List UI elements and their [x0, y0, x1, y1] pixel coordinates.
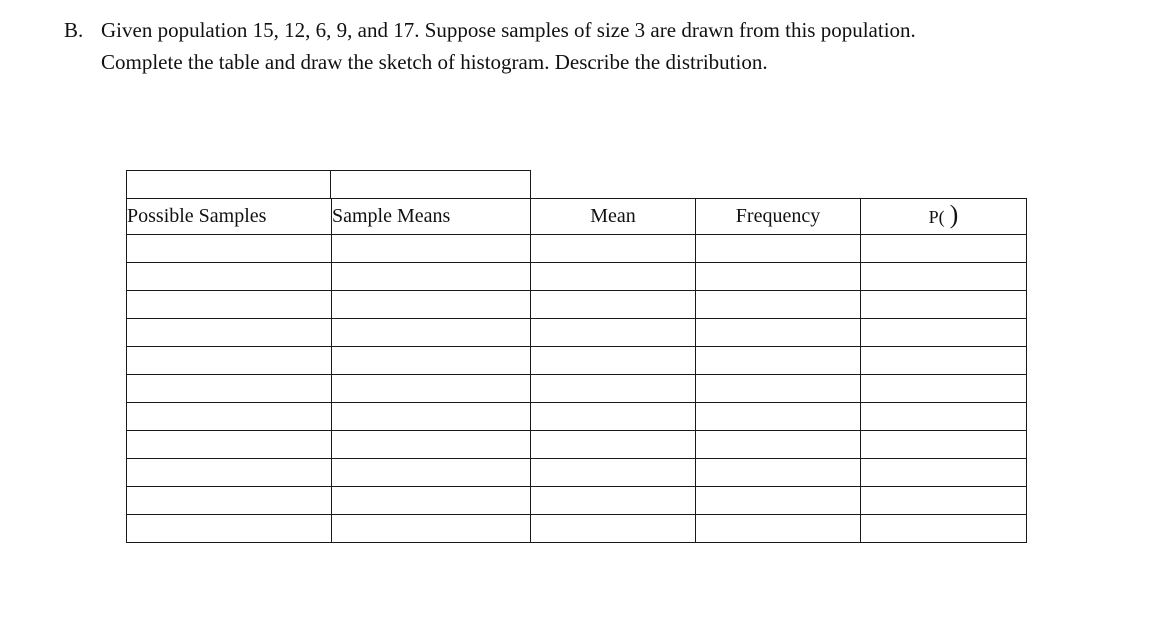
problem-line-2: [64, 46, 1124, 78]
cell-frequency[interactable]: [696, 235, 861, 263]
probability-close-paren: ): [949, 199, 959, 229]
table-row: [127, 403, 1027, 431]
header-frequency: Frequency: [696, 199, 861, 235]
cell-frequency[interactable]: [696, 347, 861, 375]
cell-probability[interactable]: [861, 291, 1027, 319]
cell-sample-means[interactable]: [332, 235, 531, 263]
cell-sample-means[interactable]: [332, 487, 531, 515]
table-body: [127, 235, 1027, 543]
cell-frequency[interactable]: [696, 291, 861, 319]
cell-sample-means[interactable]: [332, 431, 531, 459]
table-row: [127, 375, 1027, 403]
cell-possible-samples[interactable]: [127, 403, 332, 431]
cell-mean[interactable]: [531, 319, 696, 347]
header-sample-means: Sample Means: [332, 199, 531, 235]
header-mean: Mean: [531, 199, 696, 235]
cell-possible-samples[interactable]: [127, 487, 332, 515]
table-row: [127, 291, 1027, 319]
cell-probability[interactable]: [861, 263, 1027, 291]
cell-mean[interactable]: [531, 347, 696, 375]
table-row: [127, 319, 1027, 347]
cell-possible-samples[interactable]: [127, 459, 332, 487]
cell-mean[interactable]: [531, 487, 696, 515]
cell-sample-means[interactable]: [332, 375, 531, 403]
table-row: [127, 459, 1027, 487]
cell-probability[interactable]: [861, 515, 1027, 543]
problem-text-1: Given population 15, 12, 6, 9, and 17. Suppose samples of size 3 are drawn from this population.: [101, 18, 916, 42]
cell-sample-means[interactable]: [332, 347, 531, 375]
cell-mean[interactable]: [531, 403, 696, 431]
cell-probability[interactable]: [861, 319, 1027, 347]
cell-sample-means[interactable]: [332, 515, 531, 543]
cell-mean[interactable]: [531, 235, 696, 263]
cell-probability[interactable]: [861, 459, 1027, 487]
item-marker: B.: [64, 18, 84, 42]
cell-frequency[interactable]: [696, 263, 861, 291]
table-row: [127, 431, 1027, 459]
table-row: [127, 515, 1027, 543]
cell-sample-means[interactable]: [332, 403, 531, 431]
cell-frequency[interactable]: [696, 487, 861, 515]
table-row: [127, 263, 1027, 291]
cell-mean[interactable]: [531, 375, 696, 403]
cell-sample-means[interactable]: [332, 263, 531, 291]
sampling-table: [126, 198, 1027, 543]
cell-probability[interactable]: [861, 347, 1027, 375]
cell-possible-samples[interactable]: [127, 431, 332, 459]
cell-mean[interactable]: [531, 515, 696, 543]
cell-probability[interactable]: [861, 235, 1027, 263]
cell-mean[interactable]: [531, 263, 696, 291]
problem-line-1: [64, 14, 1124, 46]
cell-possible-samples[interactable]: [127, 319, 332, 347]
cell-probability[interactable]: [861, 431, 1027, 459]
cell-possible-samples[interactable]: [127, 235, 332, 263]
cell-mean[interactable]: [531, 431, 696, 459]
cell-frequency[interactable]: [696, 375, 861, 403]
table-top-boxes: [126, 170, 531, 198]
cell-possible-samples[interactable]: [127, 375, 332, 403]
cell-possible-samples[interactable]: [127, 347, 332, 375]
cell-frequency[interactable]: [696, 459, 861, 487]
table-row: [127, 347, 1027, 375]
top-box-sample-means: [331, 170, 531, 198]
probability-open-paren: (: [938, 206, 945, 227]
header-possible-samples: Possible Samples: [127, 199, 332, 235]
cell-possible-samples[interactable]: [127, 263, 332, 291]
cell-possible-samples[interactable]: [127, 515, 332, 543]
problem-text-2: Complete the table and draw the sketch of histogram. Describe the distribution.: [101, 50, 768, 74]
cell-possible-samples[interactable]: [127, 291, 332, 319]
cell-probability[interactable]: [861, 375, 1027, 403]
probability-label: P: [928, 206, 939, 227]
cell-probability[interactable]: [861, 487, 1027, 515]
cell-mean[interactable]: [531, 291, 696, 319]
cell-sample-means[interactable]: [332, 459, 531, 487]
cell-mean[interactable]: [531, 459, 696, 487]
table-row: [127, 235, 1027, 263]
cell-frequency[interactable]: [696, 403, 861, 431]
cell-probability[interactable]: [861, 403, 1027, 431]
cell-frequency[interactable]: [696, 515, 861, 543]
cell-frequency[interactable]: [696, 319, 861, 347]
header-probability: [861, 199, 1027, 235]
top-box-possible-samples: [126, 170, 331, 198]
problem-statement: [64, 14, 1124, 78]
cell-sample-means[interactable]: [332, 319, 531, 347]
cell-sample-means[interactable]: [332, 291, 531, 319]
table-header-row: [127, 199, 1027, 235]
cell-frequency[interactable]: [696, 431, 861, 459]
table-row: [127, 487, 1027, 515]
